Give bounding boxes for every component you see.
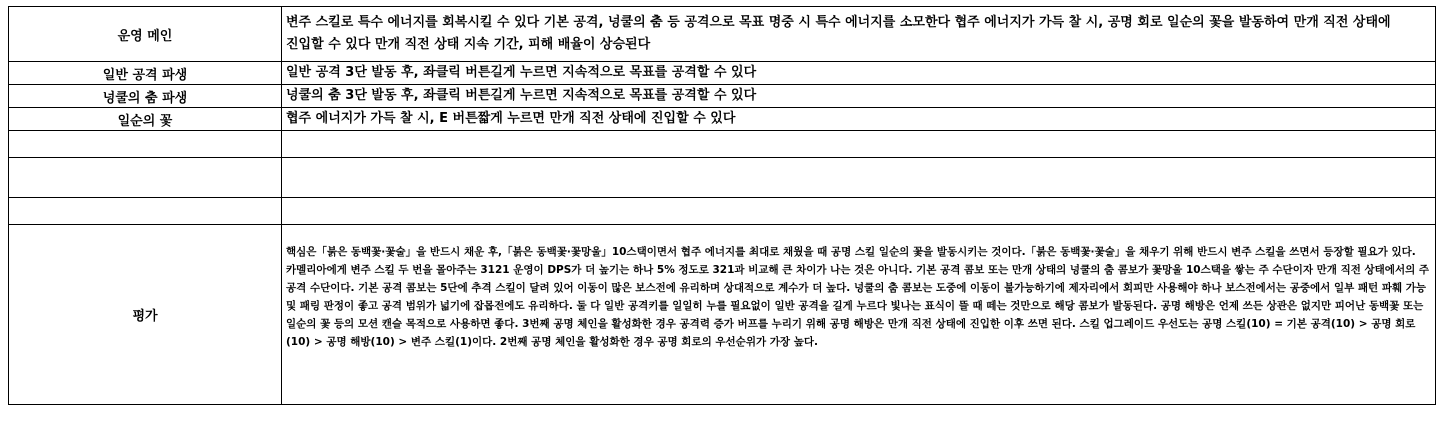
row-label: 일순의 꽃 — [9, 108, 282, 131]
row-label: 넝쿨의 춤 파생 — [9, 85, 282, 108]
empty-cell — [9, 198, 282, 225]
empty-cell — [282, 158, 1436, 198]
table-row — [9, 62, 1436, 85]
evaluation-text: 핵심은「붉은 동백꽃·꽃술」을 반드시 채운 후,「붉은 동백꽃·꽃망울」10스택이면서 협주 에너지를 최대로 채웠을 때 공명 스킬 일순의 꽃을 발동시키는 것이다.「붉은 동백꽃·꽃술」을 채우기 위해 반드시 변주 스킬을 쓰면서 등장할 필요가 있다. 카멜리아에게 변주 스킬 두 번을 몰아주는 3121 운영이 DPS가 더 높기는 하나 5% 정도로 321과 비교해 큰 차이가 나는 것은 아니다. 기본 공격 콤보 또는 만개 상태의 넝쿨의 춤 콤보가 꽃망울 10스택을 쌓는 주 수단이자 만개 직전 상태에서의 주 공격 수단이다. 기본 공격 콤보는 5단에 추격 스킬이 달려 있어 이동이 많은 보스전에 유리하며 상대적으로 계수가 더 높다. 넝쿨의 춤 콤보는 도중에 이동이 불가능하기에 제자리에서 회피만 사용해야 하나 보스전에서는 공중에서 일부 패턴 파훼 가능 및 패링 판정이 좋고 공격 범위가 넓기에 잡몹전에도 유리하다. 둘 다 일반 공격키를 일일히 누를 필요없이 일반 공격을 길게 누르다 빛나는 표식이 뜰 때 떼는 것만으로 해당 콤보가 발동된다. 공명 해방은 언제 쓰든 상관은 없지만 피어난 동백꽃 또는 일순의 꽃 등의 모션 캔슬 목적으로 사용하면 좋다. 3번째 공명 체인을 활성화한 경우 공격력 증가 버프를 누리기 위해 공명 해방은 만개 직전 상태에 진입한 이후 쓰면 된다. 스킬 업그레이드 우선도는 공명 스킬(10) = 기본 공격(10) > 공명 회로(10) > 공명 해방(10) > 변주 스킬(1)이다. 2번째 공명 체인을 활성화한 경우 공명 회로의 우선순위가 가장 높다. — [282, 225, 1436, 405]
row-label: 운영 메인 — [9, 7, 282, 62]
table-row — [9, 7, 1436, 62]
row-value: 변주 스킬로 특수 에너지를 회복시킬 수 있다 기본 공격, 넝쿨의 춤 등 공격으로 목표 명중 시 특수 에너지를 소모한다 협주 에너지가 가득 찰 시, 공명 회로 일순의 꽃을 발동하여 만개 직전 상태에 진입할 수 있다 만개 직전 상태 지속 기간, 피해 배율이 상승된다 — [282, 7, 1436, 62]
empty-row — [9, 131, 1436, 158]
empty-row — [9, 158, 1436, 198]
evaluation-row — [9, 225, 1436, 405]
row-label: 일반 공격 파생 — [9, 62, 282, 85]
empty-cell — [9, 131, 282, 158]
table-row — [9, 108, 1436, 131]
empty-cell — [282, 198, 1436, 225]
evaluation-label: 평가 — [9, 225, 282, 405]
empty-cell — [282, 131, 1436, 158]
row-value: 협주 에너지가 가득 찰 시, E 버튼짧게 누르면 만개 직전 상태에 진입할 수 있다 — [282, 108, 1436, 131]
empty-row — [9, 198, 1436, 225]
empty-cell — [9, 158, 282, 198]
row-value: 넝쿨의 춤 3단 발동 후, 좌클릭 버튼길게 누르면 지속적으로 목표를 공격할 수 있다 — [282, 85, 1436, 108]
row-value: 일반 공격 3단 발동 후, 좌클릭 버튼길게 누르면 지속적으로 목표를 공격할 수 있다 — [282, 62, 1436, 85]
table-row — [9, 85, 1436, 108]
info-table — [8, 6, 1436, 405]
